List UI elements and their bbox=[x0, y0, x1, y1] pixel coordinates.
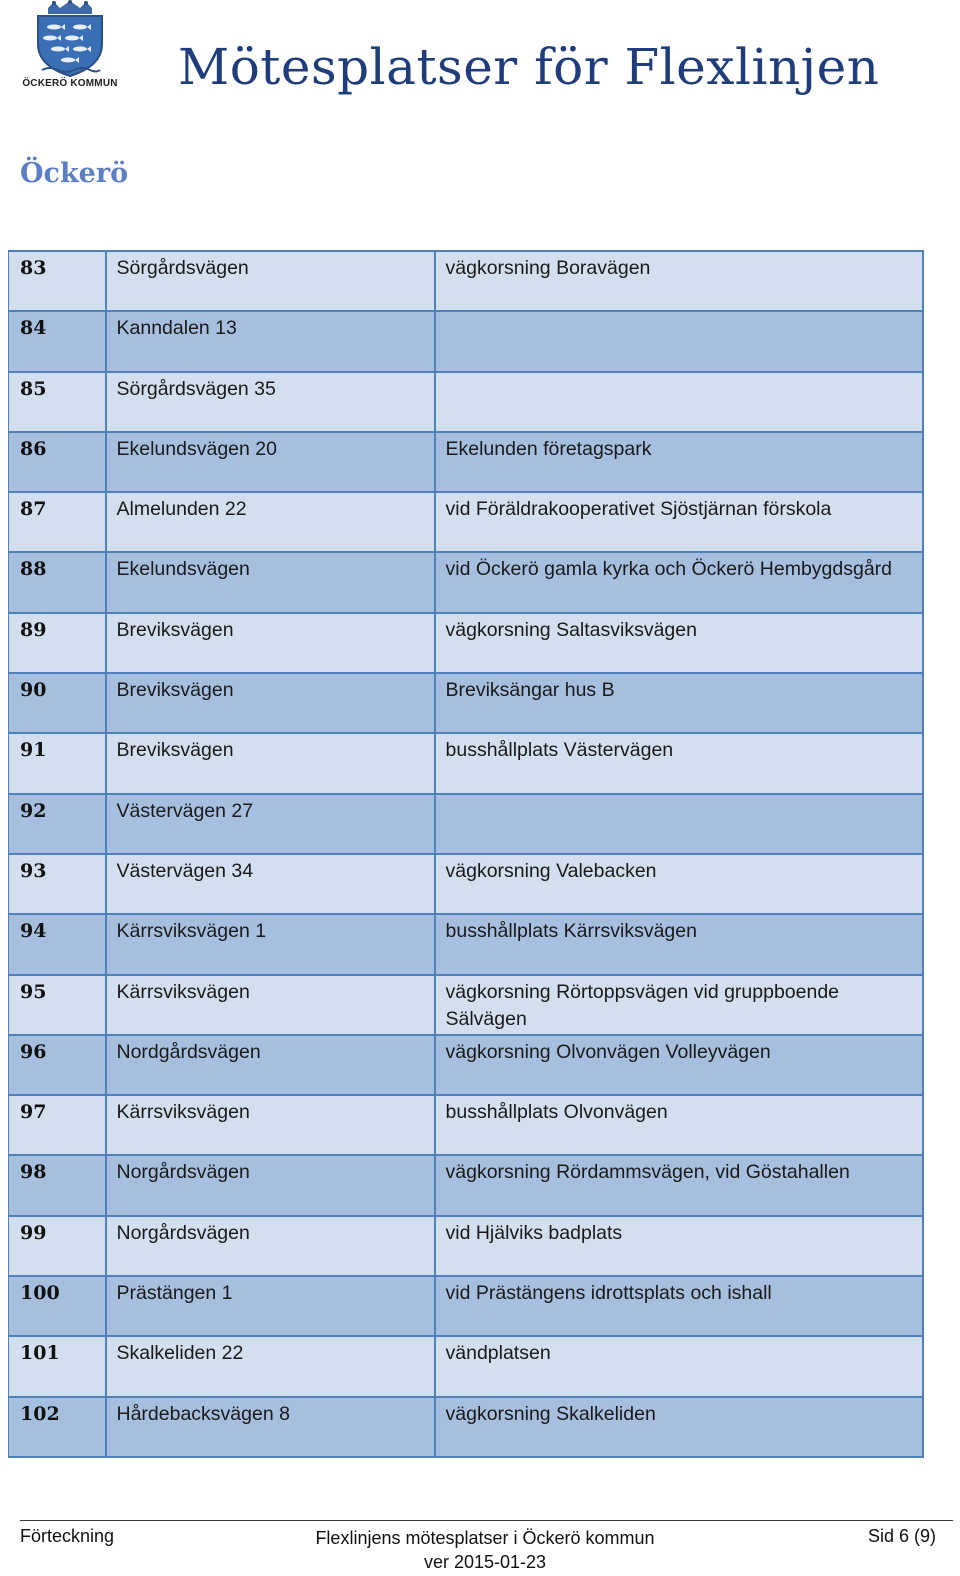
row-location-note: busshållplats Kärrsviksvägen bbox=[435, 914, 923, 974]
table-row bbox=[9, 733, 923, 793]
table-row bbox=[9, 1336, 923, 1396]
row-location-note: Ekelunden företagspark bbox=[435, 432, 923, 492]
row-number: 101 bbox=[9, 1336, 106, 1396]
row-street: Norgårdsvägen bbox=[106, 1216, 435, 1276]
row-number: 86 bbox=[9, 432, 106, 492]
row-number: 90 bbox=[9, 673, 106, 733]
row-location-note: vid Hjälviks badplats bbox=[435, 1216, 923, 1276]
row-street: Skalkeliden 22 bbox=[106, 1336, 435, 1396]
row-street: Breviksvägen bbox=[106, 733, 435, 793]
row-number: 96 bbox=[9, 1035, 106, 1095]
table-row bbox=[9, 794, 923, 854]
row-street: Kärrsviksvägen bbox=[106, 975, 435, 1035]
row-number: 93 bbox=[9, 854, 106, 914]
coat-of-arms-icon bbox=[20, 0, 120, 80]
row-location-note bbox=[435, 311, 923, 371]
meeting-points-body bbox=[9, 251, 923, 1457]
row-street: Sörgårdsvägen 35 bbox=[106, 372, 435, 432]
row-location-note: vägkorsning Boravägen bbox=[435, 251, 923, 311]
row-street: Kärrsviksvägen 1 bbox=[106, 914, 435, 974]
footer-center-line1: Flexlinjens mötesplatser i Öckerö kommun bbox=[315, 1528, 655, 1548]
row-street: Ekelundsvägen bbox=[106, 552, 435, 612]
footer-center-text bbox=[290, 1526, 680, 1574]
table-row bbox=[9, 914, 923, 974]
table-row bbox=[9, 1035, 923, 1095]
table-row bbox=[9, 492, 923, 552]
section-title: Öckerö bbox=[20, 158, 129, 189]
table-row bbox=[9, 1155, 923, 1215]
footer-divider bbox=[20, 1520, 953, 1521]
logo-text: ÖCKERÖ KOMMUN bbox=[22, 78, 118, 89]
row-number: 87 bbox=[9, 492, 106, 552]
row-location-note: vid Föräldrakooperativet Sjöstjärnan förskola bbox=[435, 492, 923, 552]
row-number: 97 bbox=[9, 1095, 106, 1155]
row-number: 95 bbox=[9, 975, 106, 1035]
row-number: 100 bbox=[9, 1276, 106, 1336]
meeting-points-table bbox=[8, 250, 924, 1458]
row-number: 91 bbox=[9, 733, 106, 793]
row-number: 99 bbox=[9, 1216, 106, 1276]
row-number: 85 bbox=[9, 372, 106, 432]
municipality-logo bbox=[20, 0, 120, 92]
row-street: Almelunden 22 bbox=[106, 492, 435, 552]
row-location-note: vändplatsen bbox=[435, 1336, 923, 1396]
row-location-note: vägkorsning Olvonvägen Volleyvägen bbox=[435, 1035, 923, 1095]
table-row bbox=[9, 432, 923, 492]
document-title: Mötesplatser för Flexlinjen bbox=[178, 38, 880, 96]
row-number: 84 bbox=[9, 311, 106, 371]
row-street: Breviksvägen bbox=[106, 613, 435, 673]
page-number: Sid 6 (9) bbox=[867, 1526, 936, 1546]
row-number: 92 bbox=[9, 794, 106, 854]
row-street: Västervägen 34 bbox=[106, 854, 435, 914]
table-row bbox=[9, 311, 923, 371]
footer-center-line2: ver 2015-01-23 bbox=[423, 1552, 547, 1572]
row-number: 98 bbox=[9, 1155, 106, 1215]
row-location-note: Breviksängar hus B bbox=[435, 673, 923, 733]
table-row bbox=[9, 1095, 923, 1155]
table-row bbox=[9, 372, 923, 432]
row-street: Breviksvägen bbox=[106, 673, 435, 733]
row-street: Hårdebacksvägen 8 bbox=[106, 1397, 435, 1457]
row-street: Västervägen 27 bbox=[106, 794, 435, 854]
table-row bbox=[9, 251, 923, 311]
footer-left-text: Förteckning bbox=[20, 1526, 115, 1546]
row-location-note: busshållplats Olvonvägen bbox=[435, 1095, 923, 1155]
row-location-note: vägkorsning Rördammsvägen, vid Göstahallen bbox=[435, 1155, 923, 1215]
row-number: 89 bbox=[9, 613, 106, 673]
row-number: 94 bbox=[9, 914, 106, 974]
table-row bbox=[9, 552, 923, 612]
row-location-note bbox=[435, 372, 923, 432]
row-number: 102 bbox=[9, 1397, 106, 1457]
row-location-note: vid Öckerö gamla kyrka och Öckerö Hembygdsgård bbox=[435, 552, 923, 612]
row-street: Norgårdsvägen bbox=[106, 1155, 435, 1215]
table-row bbox=[9, 1397, 923, 1457]
row-location-note: vägkorsning Valebacken bbox=[435, 854, 923, 914]
table-row bbox=[9, 1276, 923, 1336]
table-row bbox=[9, 975, 923, 1035]
row-location-note: vägkorsning Saltasviksvägen bbox=[435, 613, 923, 673]
row-street: Prästängen 1 bbox=[106, 1276, 435, 1336]
row-location-note: vägkorsning Rörtoppsvägen vid gruppboende Sälvägen bbox=[435, 975, 923, 1035]
table-row bbox=[9, 854, 923, 914]
row-number: 83 bbox=[9, 251, 106, 311]
row-street: Sörgårdsvägen bbox=[106, 251, 435, 311]
row-street: Ekelundsvägen 20 bbox=[106, 432, 435, 492]
row-street: Kanndalen 13 bbox=[106, 311, 435, 371]
row-street: Nordgårdsvägen bbox=[106, 1035, 435, 1095]
row-location-note: vid Prästängens idrottsplats och ishall bbox=[435, 1276, 923, 1336]
row-number: 88 bbox=[9, 552, 106, 612]
table-row bbox=[9, 673, 923, 733]
row-location-note bbox=[435, 794, 923, 854]
row-street: Kärrsviksvägen bbox=[106, 1095, 435, 1155]
row-location-note: busshållplats Västervägen bbox=[435, 733, 923, 793]
row-location-note: vägkorsning Skalkeliden bbox=[435, 1397, 923, 1457]
table-row bbox=[9, 613, 923, 673]
table-row bbox=[9, 1216, 923, 1276]
